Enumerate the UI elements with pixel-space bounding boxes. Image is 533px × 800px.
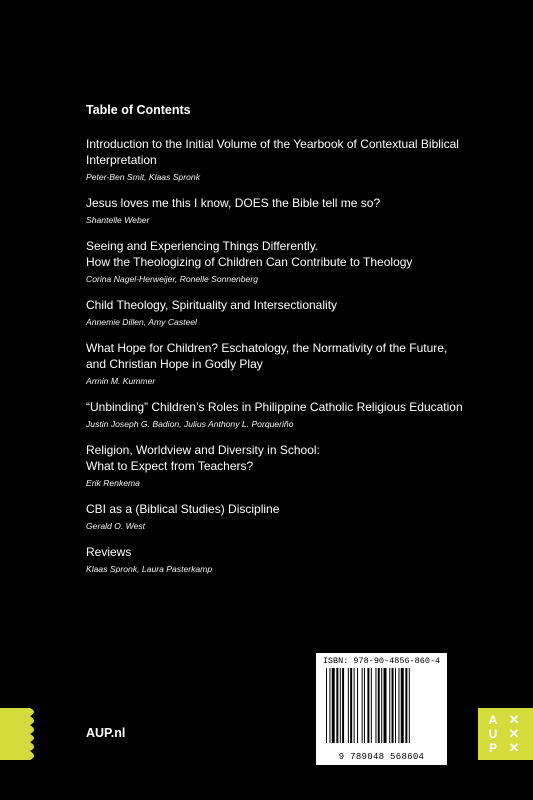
toc-entry [86,544,486,575]
toc-entry-title: Seeing and Experiencing Things Differently. How the Theologizing of Children Can Contribute to Theology [86,239,413,269]
toc-entry [86,136,486,183]
toc-entry [86,442,486,489]
toc-entry-title: Jesus loves me this I know, DOES the Bible tell me so? [86,196,381,210]
toc-entry [86,297,486,328]
toc-entry [86,501,486,532]
toc-entry-authors: Klaas Spronk, Laura Pasterkamp [86,564,213,574]
toc-entry-authors: Annemie Dillen, Amy Casteel [86,317,197,327]
logo-letter-u: U [488,727,498,741]
toc-entry-title: What Hope for Children? Eschatology, the Normativity of the Future, and Christian Hope in Godly Play [86,341,448,371]
barcode-digits: 9 789048 568604 [338,752,425,762]
logo-letter-a: A [488,713,498,727]
barcode-bars [324,668,439,743]
toc-entry-authors: Gerald O. West [86,521,146,531]
toc-entry [86,340,486,387]
toc-entry-title: Reviews [86,545,132,559]
toc-entry-title: CBI as a (Biblical Studies) Discipline [86,502,280,516]
aup-logo [478,708,533,760]
toc-entry-title: “Unbinding” Children’s Roles in Philippine Catholic Religious Education [86,400,463,414]
toc-list [86,136,486,587]
publisher-url: AUP.nl [86,726,126,740]
toc-entry [86,195,486,226]
toc-entry-authors: Peter-Ben Smit, Klaas Spronk [86,172,201,182]
toc-entry-authors: Armin M. Kummer [86,376,156,386]
toc-entry [86,238,486,285]
toc-entry-title: Religion, Worldview and Diversity in School: What to Expect from Teachers? [86,443,320,473]
toc-entry-title: Child Theology, Spirituality and Intersectionality [86,298,338,312]
isbn-barcode [316,653,447,765]
toc-entry [86,399,486,430]
toc-entry-authors: Shantelle Weber [86,215,150,225]
toc-entry-authors: Justin Joseph G. Badion, Julius Anthony L. Porqueriño [86,419,294,429]
toc-entry-title: Introduction to the Initial Volume of the Yearbook of Contextual Biblical Interpretation [86,137,459,167]
toc-entry-authors: Erik Renkema [86,478,140,488]
table-of-contents-heading: Table of Contents [86,103,191,117]
logo-cross-icon: ✕ [508,712,520,727]
isbn-label: ISBN: 978-90-4856-860-4 [322,656,441,666]
logo-letter-p: P [488,741,497,755]
scalloped-edge-decoration [0,708,38,760]
logo-cross-icon: ✕ [508,726,520,741]
toc-entry-authors: Corina Nagel-Herweijer, Ronelle Sonnenberg [86,274,258,284]
logo-cross-icon: ✕ [508,740,520,755]
